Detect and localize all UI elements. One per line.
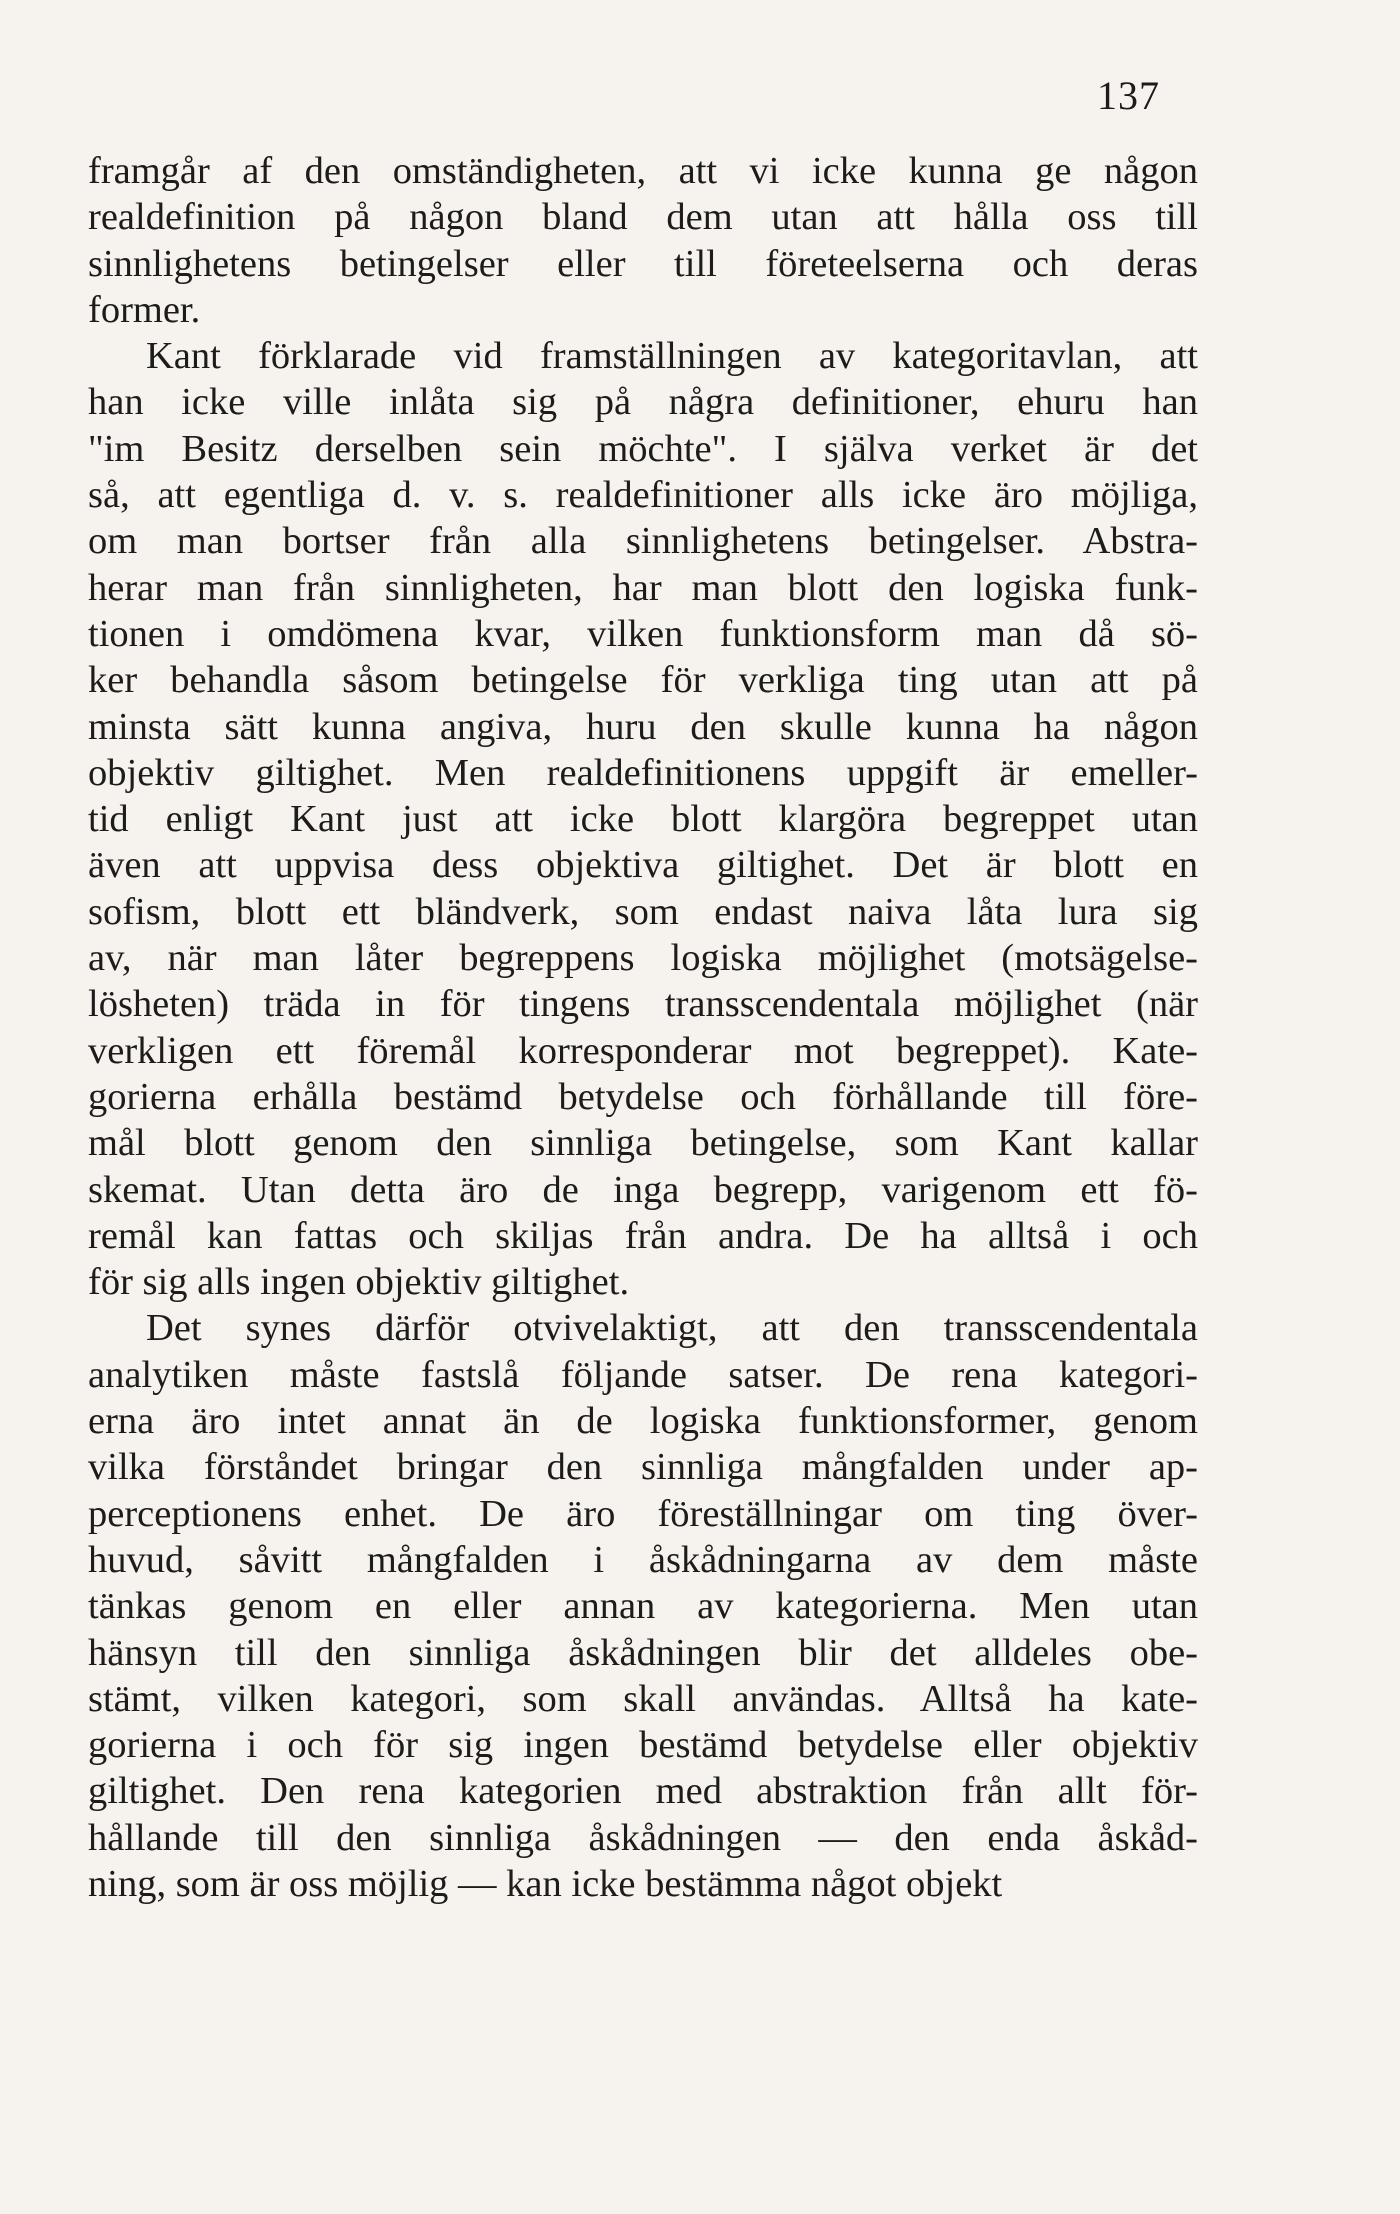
text-line: objektiv giltighet. Men realdefinitionens uppgift är emeller- <box>88 751 1198 794</box>
paragraph <box>88 148 1198 333</box>
text-line: ning, som är oss möjlig — kan icke bestämma något objekt <box>88 1862 1003 1905</box>
text-line: Kant förklarade vid framställningen av kategoritavlan, att <box>146 335 1198 378</box>
text-line: skemat. Utan detta äro de inga begrepp, varigenom ett fö- <box>88 1168 1198 1211</box>
text-line: även att uppvisa dess objektiva giltighet. Det är blott en <box>88 844 1198 887</box>
text-line: hållande till den sinnliga åskådningen — den enda åskåd- <box>88 1816 1198 1859</box>
text-line: perceptionens enhet. De äro föreställningar om ting över- <box>88 1492 1198 1535</box>
body-text <box>88 148 1198 1907</box>
text-line: herar man från sinnligheten, har man blott den logiska funk- <box>88 566 1198 609</box>
text-line: "im Besitz derselben sein möchte". I själva verket är det <box>88 427 1198 470</box>
text-line: tionen i omdömena kvar, vilken funktionsform man då sö- <box>88 612 1198 655</box>
paragraph <box>88 333 1198 1305</box>
text-line: av, när man låter begreppens logiska möjlighet (motsägelse- <box>88 937 1198 980</box>
text-line: sofism, blott ett bländverk, som endast naiva låta lura sig <box>88 890 1198 933</box>
text-line: erna äro intet annat än de logiska funktionsformer, genom <box>88 1400 1198 1443</box>
text-line: vilka förståndet bringar den sinnliga mångfalden under ap- <box>88 1446 1198 1489</box>
text-line: Det synes därför otvivelaktigt, att den transscendentala <box>146 1307 1198 1350</box>
text-line: tid enligt Kant just att icke blott klargöra begreppet utan <box>88 798 1198 841</box>
text-line: former. <box>88 288 201 331</box>
text-line: om man bortser från alla sinnlighetens betingelser. Abstra- <box>88 520 1198 563</box>
text-line: framgår af den omständigheten, att vi icke kunna ge någon <box>88 150 1198 192</box>
text-line: huvud, såvitt mångfalden i åskådningarna av dem måste <box>88 1538 1198 1581</box>
paragraph <box>88 1305 1198 1907</box>
text-line: minsta sätt kunna angiva, huru den skulle kunna ha någon <box>88 705 1198 748</box>
page-number: 137 <box>1097 73 1160 118</box>
text-line: för sig alls ingen objektiv giltighet. <box>88 1261 630 1304</box>
text-line: stämt, vilken kategori, som skall användas. Alltså ha kate- <box>88 1677 1198 1720</box>
text-line: lösheten) träda in för tingens transscendentala möjlighet (när <box>88 983 1198 1026</box>
text-line: analytiken måste fastslå följande satser. De rena kategori- <box>88 1353 1198 1396</box>
text-line: så, att egentliga d. v. s. realdefinitioner alls icke äro möjliga, <box>88 474 1198 517</box>
text-line: tänkas genom en eller annan av kategorierna. Men utan <box>88 1585 1198 1628</box>
text-line: remål kan fattas och skiljas från andra. De ha alltså i och <box>88 1214 1198 1257</box>
text-line: ker behandla såsom betingelse för verkliga ting utan att på <box>88 659 1198 702</box>
text-line: gorierna i och för sig ingen bestämd betydelse eller objektiv <box>88 1724 1198 1767</box>
text-line: gorierna erhålla bestämd betydelse och förhållande till före- <box>88 1075 1198 1118</box>
text-line: realdefinition på någon bland dem utan att hålla oss till <box>88 196 1198 239</box>
text-line: mål blott genom den sinnliga betingelse, som Kant kallar <box>88 1122 1198 1165</box>
text-line: giltighet. Den rena kategorien med abstraktion från allt för- <box>88 1770 1198 1813</box>
text-line: sinnlighetens betingelser eller till företeelserna och deras <box>88 242 1198 285</box>
text-line: verkligen ett föremål korresponderar mot begreppet). Kate- <box>88 1029 1198 1072</box>
text-line: han icke ville inlåta sig på några definitioner, ehuru han <box>88 381 1198 424</box>
text-line: hänsyn till den sinnliga åskådningen blir det alldeles obe- <box>88 1631 1198 1674</box>
